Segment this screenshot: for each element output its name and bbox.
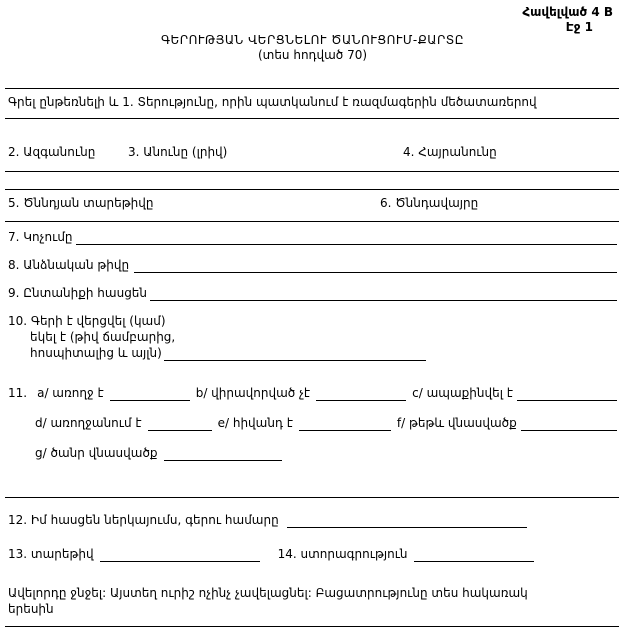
item-11f-label: f/ թեթև վնասվածք [396, 416, 517, 430]
item-11d-blank [148, 418, 212, 431]
item-11g-label: g/ ծանր վնասվածք [35, 446, 158, 460]
item-9-row [8, 286, 617, 301]
item-12-blank [287, 515, 527, 528]
item-11a-blank [110, 388, 190, 401]
item-11f-blank [521, 418, 617, 431]
item-10-line-3-row [30, 346, 617, 361]
footer-note-line-1: Ավելորդը ջնջել: Այստեղ ուրիշ ոչինչ չավելացնել: Բացատրությունը տես հակառակ [8, 586, 528, 600]
item-11-row-g [8, 446, 617, 461]
footer-note-line-2: երեսին [8, 602, 54, 616]
item-7-label: 7. Կոչումը [8, 230, 73, 244]
item-11c-blank [517, 388, 617, 401]
page-number: Էջ 1 [565, 20, 593, 34]
item-11a-label: a/ առողջ է [37, 386, 104, 400]
item-10-line-1: 10. Գերի է վերցվել (կամ) [8, 314, 166, 328]
item-4-label: 4. Հայրանունը [403, 145, 497, 159]
item-7-blank [76, 232, 617, 245]
item-13-blank [100, 549, 260, 562]
item-12-label: 12. Իմ հասցեն ներկայումս, գերու համարը [8, 513, 279, 527]
form-subtitle: (տես հոդված 70) [257, 48, 368, 62]
item-2-3-4-row [8, 145, 617, 160]
item-11e-label: e/ հիվանդ է [217, 416, 293, 430]
item-2-3-4-blank-line-2 [5, 189, 619, 190]
item-8-blank [134, 260, 617, 273]
item-10-blank [164, 348, 426, 361]
item-9-blank [150, 288, 617, 301]
item-10-line-2: եկել է (թիվ ճամբարից, [30, 330, 176, 344]
item-5-6-blank-line [5, 221, 619, 222]
item-14-label: 14. ստորագրություն [277, 547, 408, 561]
separator-line [5, 88, 619, 89]
item-7-row [8, 230, 617, 245]
separator-line-mid [5, 497, 619, 498]
item-8-label: 8. Անձնական թիվը [8, 258, 130, 272]
item-13-label: 13. տարեթիվ [8, 547, 94, 561]
item-5-label: 5. Ծննդյան տարեթիվը [8, 196, 154, 210]
item-2-label: 2. Ազգանունը [8, 145, 96, 159]
item-3-label: 3. Անունը (լրիվ) [128, 145, 228, 159]
item-11b-label: b/ վիրավորված չէ [195, 386, 311, 400]
item-11g-blank [164, 448, 282, 461]
item-11c-label: c/ ապաքինվել է [412, 386, 513, 400]
item-13-14-row [8, 547, 617, 562]
item-1-label: Գրել ընթեռնելի և 1. Տերությունը, որին պատկանում է ռազմագերին մեծատառերով [8, 95, 537, 109]
item-11b-blank [316, 388, 406, 401]
item-10-line-3: հոսպիտալից և այլն) [30, 346, 162, 360]
item-12-row [8, 513, 617, 528]
item-8-row [8, 258, 617, 273]
item-11-row-abc [8, 386, 617, 401]
item-11d-label: d/ առողջանում է [35, 416, 142, 430]
item-1-blank-line [5, 118, 619, 119]
item-11-number: 11. [8, 386, 28, 400]
item-9-label: 9. Ընտանիքի հասցեն [8, 286, 148, 300]
item-11e-blank [299, 418, 391, 431]
item-5-6-row [8, 196, 617, 211]
item-6-label: 6. Ծննդավայրը [380, 196, 479, 210]
form-title: ԳԵՐՈՒԹՅԱՆ ՎԵՐՑՆԵԼՈՒ ԾԱՆՈՒՑՈՒՄ-ՔԱՐՏԸ [160, 33, 465, 47]
annex-label: Հավելված 4 B [522, 5, 613, 19]
separator-line-bottom [5, 626, 619, 627]
item-14-blank [414, 549, 534, 562]
item-11-row-def [8, 416, 617, 431]
item-2-3-4-blank-line-1 [5, 171, 619, 172]
